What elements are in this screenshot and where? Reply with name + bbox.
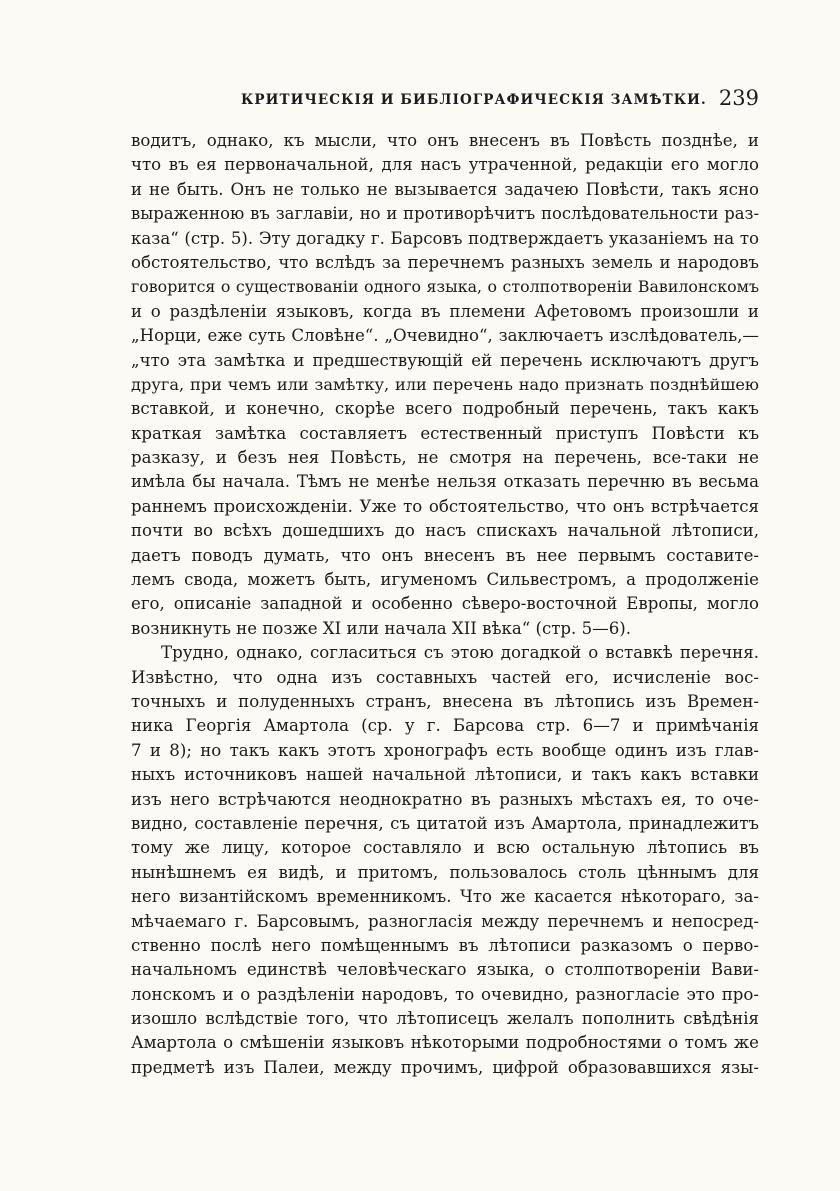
text-line: Извѣстно, что одна изъ составныхъ частей его, исчисленіе вос-	[131, 667, 759, 687]
text-line: изъ него встрѣчаются неоднократно въ разныхъ мѣстахъ ея, то оче-	[131, 789, 759, 809]
text-line: точныхъ и полуденныхъ странъ, внесена въ лѣтопись изъ Времен-	[131, 691, 759, 711]
text-line: ныхъ источниковъ нашей начальной лѣтописи, и такъ какъ вставки	[131, 765, 759, 785]
text-line: водитъ, однако, къ мысли, что онъ внесенъ въ Повѣсть позднѣе, и	[131, 131, 759, 150]
text-line: его, описаніе западной и особенно сѣверо-восточной Европы, могло	[131, 594, 759, 614]
text-line: Амартола о смѣшеніи языковъ нѣкоторыми подробностями о томъ же	[131, 1033, 759, 1053]
text-line: разказу, и безъ нея Повѣсть, не смотря на перечень, все-таки не	[131, 448, 759, 468]
text-line: выраженною въ заглавіи, но и противорѣчитъ послѣдовательности раз-	[131, 204, 759, 224]
page-number: 239	[718, 86, 759, 110]
text-line: нынѣшнемъ ея видѣ, и притомъ, пользовалось столь цѣннымъ для	[131, 862, 759, 882]
body-text	[131, 129, 759, 1080]
text-line: говорится о существованіи одного языка, о столпотвореніи Вавилонскомъ	[131, 277, 759, 297]
text-line: лонскомъ и о раздѣленіи народовъ, то очевидно, разногласіе это про-	[131, 984, 759, 1004]
text-line: мѣчаемаго г. Барсовымъ, разногласія между перечнемъ и непосред-	[131, 911, 759, 931]
text-line: Трудно, однако, согласиться съ этою догадкой о вставкѣ перечня.	[161, 643, 759, 663]
text-line: краткая замѣтка составляетъ естественный приступъ Повѣсти къ	[131, 423, 759, 443]
text-line: что въ ея первоначальной, для насъ утраченной, редакціи его могло	[131, 155, 759, 175]
text-line: обстоятельство, что вслѣдъ за перечнемъ разныхъ земель и народовъ	[131, 252, 759, 272]
text-line: „что эта замѣтка и предшествующій ей перечень исключаютъ другъ	[131, 350, 759, 370]
text-line: друга, при чемъ или замѣтку, или перечень надо признать позднѣйшею	[131, 374, 759, 394]
running-header	[131, 86, 759, 116]
text-line: начальномъ единствѣ человѣческаго языка, о столпотвореніи Вави-	[131, 960, 759, 980]
text-line: имѣла бы начала. Тѣмъ не менѣе нельзя отказать перечню въ весьма	[131, 472, 759, 492]
text-line: видно, составленіе перечня, съ цитатой изъ Амартола, принадлежитъ	[131, 813, 759, 833]
text-line: „Норци, еже суть Словѣне“. „Очевидно“, заключаетъ изслѣдователь,—	[131, 326, 759, 346]
text-line: ника Георгія Амартола (ср. у г. Барсова стр. 6—7 и примѣчанія	[131, 716, 759, 736]
text-line: него византійскомъ временникомъ. Что же касается нѣкотораго, за-	[131, 887, 759, 907]
text-line: раннемъ происхожденіи. Уже то обстоятельство, что онъ встрѣчается	[131, 496, 759, 516]
text-line: и о раздѣленіи языковъ, когда въ племени Афетовомъ произошли и	[131, 301, 759, 321]
text-line: тому же лицу, которое составляло и всю остальную лѣтопись въ	[131, 838, 759, 858]
text-line: 7 и 8); но такъ какъ этотъ хронографъ есть вообще одинъ изъ глав-	[131, 740, 759, 760]
running-title: КРИТИЧЕСКІЯ И БИБЛІОГРАФИЧЕСКІЯ ЗАМѢТКИ.	[241, 92, 707, 108]
text-line: лемъ свода, можетъ быть, игуменомъ Сильвестромъ, а продолженіе	[131, 570, 759, 590]
text-line: и не быть. Онъ не только не вызывается задачею Повѣсти, такъ ясно	[131, 179, 759, 199]
text-line: даетъ поводъ думать, что онъ внесенъ въ нее первымъ составите-	[131, 545, 759, 565]
text-line: изошло вслѣдствіе того, что лѣтописецъ желалъ пополнить свѣдѣнія	[131, 1009, 759, 1029]
text-line: вставкой, и конечно, скорѣе всего подробный перечень, такъ какъ	[131, 399, 759, 419]
text-line: каза“ (стр. 5). Эту догадку г. Барсовъ подтверждаетъ указаніемъ на то	[131, 228, 759, 248]
text-line: почти во всѣхъ дошедшихъ до насъ спискахъ начальной лѣтописи,	[131, 521, 759, 541]
text-line: ственно послѣ него помѣщеннымъ въ лѣтописи разказомъ о перво-	[131, 935, 759, 955]
text-line: возникнуть не позже XI или начала XII вѣка“ (стр. 5—6).	[131, 618, 632, 638]
paragraph-1	[131, 129, 759, 641]
text-line: предметѣ изъ Палеи, между прочимъ, цифрой образовавшихся язы-	[131, 1057, 759, 1077]
paragraph-2	[131, 641, 759, 1080]
